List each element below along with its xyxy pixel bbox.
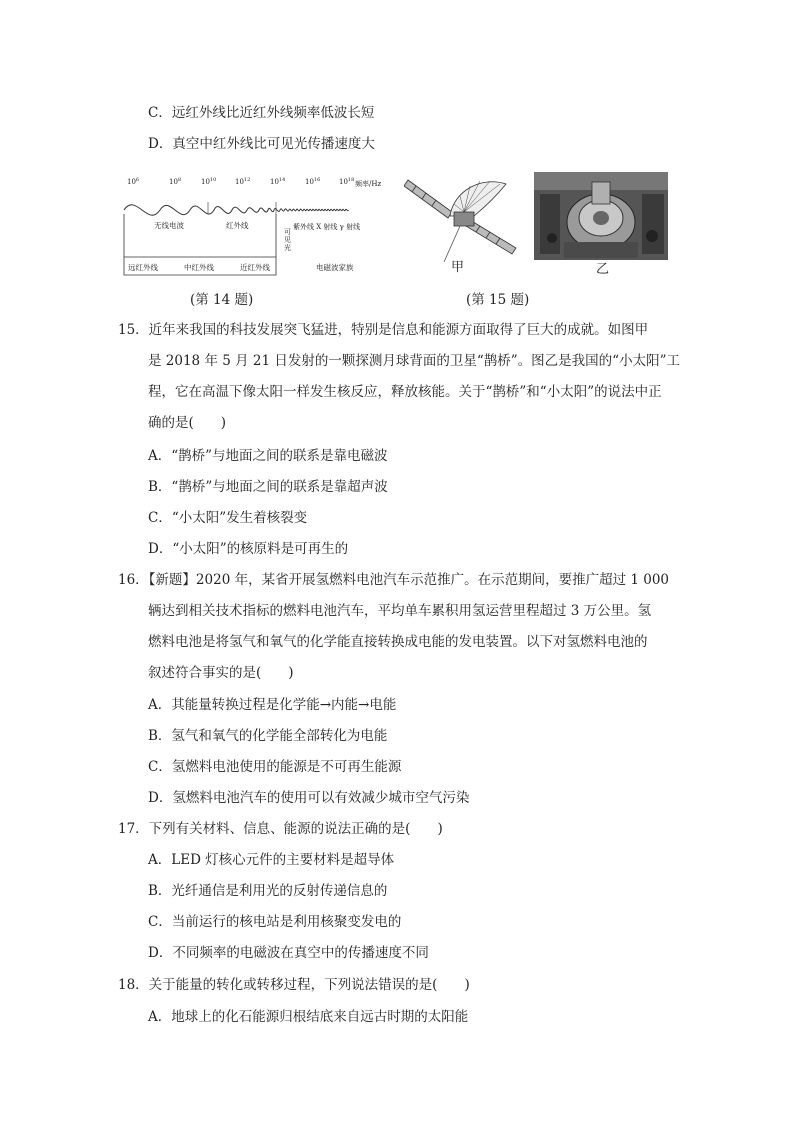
q15-line-4: 确的是( ) bbox=[148, 415, 227, 431]
q16-line-1: 16．【新题】2020 年，某省开展氢燃料电池汽车示范推广。在示范期间，要推广超过 1 000 bbox=[118, 572, 670, 588]
q16-option-a: A．其能量转换过程是化学能→内能→电能 bbox=[148, 697, 397, 713]
axis-label: 频率/Hz bbox=[355, 180, 382, 188]
band-infrared: 红外线 bbox=[226, 221, 249, 230]
band-radio: 无线电波 bbox=[154, 221, 184, 230]
tick-label: $10^{14}$ bbox=[270, 177, 286, 186]
q16-option-d: D．氢燃料电池汽车的使用可以有效减少城市空气污染 bbox=[148, 790, 470, 806]
q16-line-2: 辆达到相关技术指标的燃料电池汽车，平均单车累积用氢运营里程超过 3 万公里。氢 bbox=[148, 603, 652, 619]
far-infrared-label: 远红外线 bbox=[128, 263, 158, 272]
figure-label-yi: 乙 bbox=[596, 262, 610, 277]
option-d: D．真空中红外线比可见光传播速度大 bbox=[148, 136, 375, 152]
band-visible bbox=[284, 228, 291, 252]
q15-option-b: B．“鹊桥”与地面之间的联系是靠超声波 bbox=[148, 479, 388, 495]
q16-option-b: B．氢气和氧气的化学能全部转化为电能 bbox=[148, 728, 388, 744]
q16-line-4: 叙述符合事实的是( ) bbox=[148, 665, 294, 681]
band-uv-x-gamma: 紫外线 X 射线 γ 射线 bbox=[293, 223, 361, 231]
figure-14-caption: (第 14 题) bbox=[190, 292, 254, 308]
q15-option-c: C．“小太阳”发生着核裂变 bbox=[148, 510, 308, 526]
q16-option-c: C．氢燃料电池使用的能源是不可再生能源 bbox=[148, 759, 402, 775]
q17-option-b: B．光纤通信是利用光的反射传递信息的 bbox=[148, 883, 388, 899]
option-c: C．远红外线比近红外线频率低波长短 bbox=[148, 105, 375, 121]
mid-infrared-label: 中红外线 bbox=[184, 263, 214, 272]
q15-line-2: 是 2018 年 5 月 21 日发射的一颗探测月球背面的卫星“鹊桥”。图乙是我国的“小太阳”工 bbox=[148, 353, 680, 369]
q17-option-c: C．当前运行的核电站是利用核聚变发电的 bbox=[148, 914, 402, 930]
q16-line-3: 燃料电池是将氢气和氧气的化学能直接转换成电能的发电装置。以下对氢燃料电池的 bbox=[148, 634, 648, 650]
svg-text:光: 光 bbox=[284, 244, 291, 252]
q17-option-a: A．LED 灯核心元件的主要材料是超导体 bbox=[148, 852, 395, 868]
wave-line bbox=[124, 205, 348, 215]
q15-line-1: 15．近年来我国的科技发展突飞猛进，特别是信息和能源方面取得了巨大的成就。如图甲 bbox=[118, 322, 649, 338]
svg-text:见: 见 bbox=[284, 236, 291, 244]
tick-label: $10^{16}$ bbox=[305, 177, 321, 186]
tick-label: $10^{12}$ bbox=[235, 177, 251, 186]
q15-option-d: D．“小太阳”的核原料是可再生的 bbox=[148, 541, 349, 557]
em-family-label: 电磁波家族 bbox=[316, 263, 354, 272]
figure-15-caption: (第 15 题) bbox=[466, 292, 530, 308]
tick-label: $10^8$ bbox=[169, 177, 182, 186]
tokamak-photo bbox=[534, 172, 668, 260]
tick-label: $10^6$ bbox=[127, 177, 140, 186]
svg-text:可: 可 bbox=[284, 228, 291, 236]
figure-label-jia: 甲 bbox=[451, 260, 465, 275]
tick-label: $10^{10}$ bbox=[201, 177, 217, 186]
q18-option-a: A．地球上的化石能源归根结底来自远古时期的太阳能 bbox=[148, 1009, 469, 1025]
tick-label: $10^{18}$ bbox=[339, 177, 355, 186]
near-infrared-label: 近红外线 bbox=[240, 263, 270, 272]
q15-line-3: 程，它在高温下像太阳一样发生核反应，释放核能。关于“鹊桥”和“小太阳”的说法中正 bbox=[148, 384, 662, 400]
satellite-figure bbox=[404, 172, 520, 264]
q17-option-d: D．不同频率的电磁波在真空中的传播速度不同 bbox=[148, 945, 429, 961]
q18-line-1: 18．关于能量的转化或转移过程，下列说法错误的是( ) bbox=[118, 977, 470, 993]
q17-line-1: 17．下列有关材料、信息、能源的说法正确的是( ) bbox=[118, 821, 443, 837]
q15-option-a: A．“鹊桥”与地面之间的联系是靠电磁波 bbox=[148, 448, 388, 464]
spectrum-figure bbox=[118, 172, 386, 280]
